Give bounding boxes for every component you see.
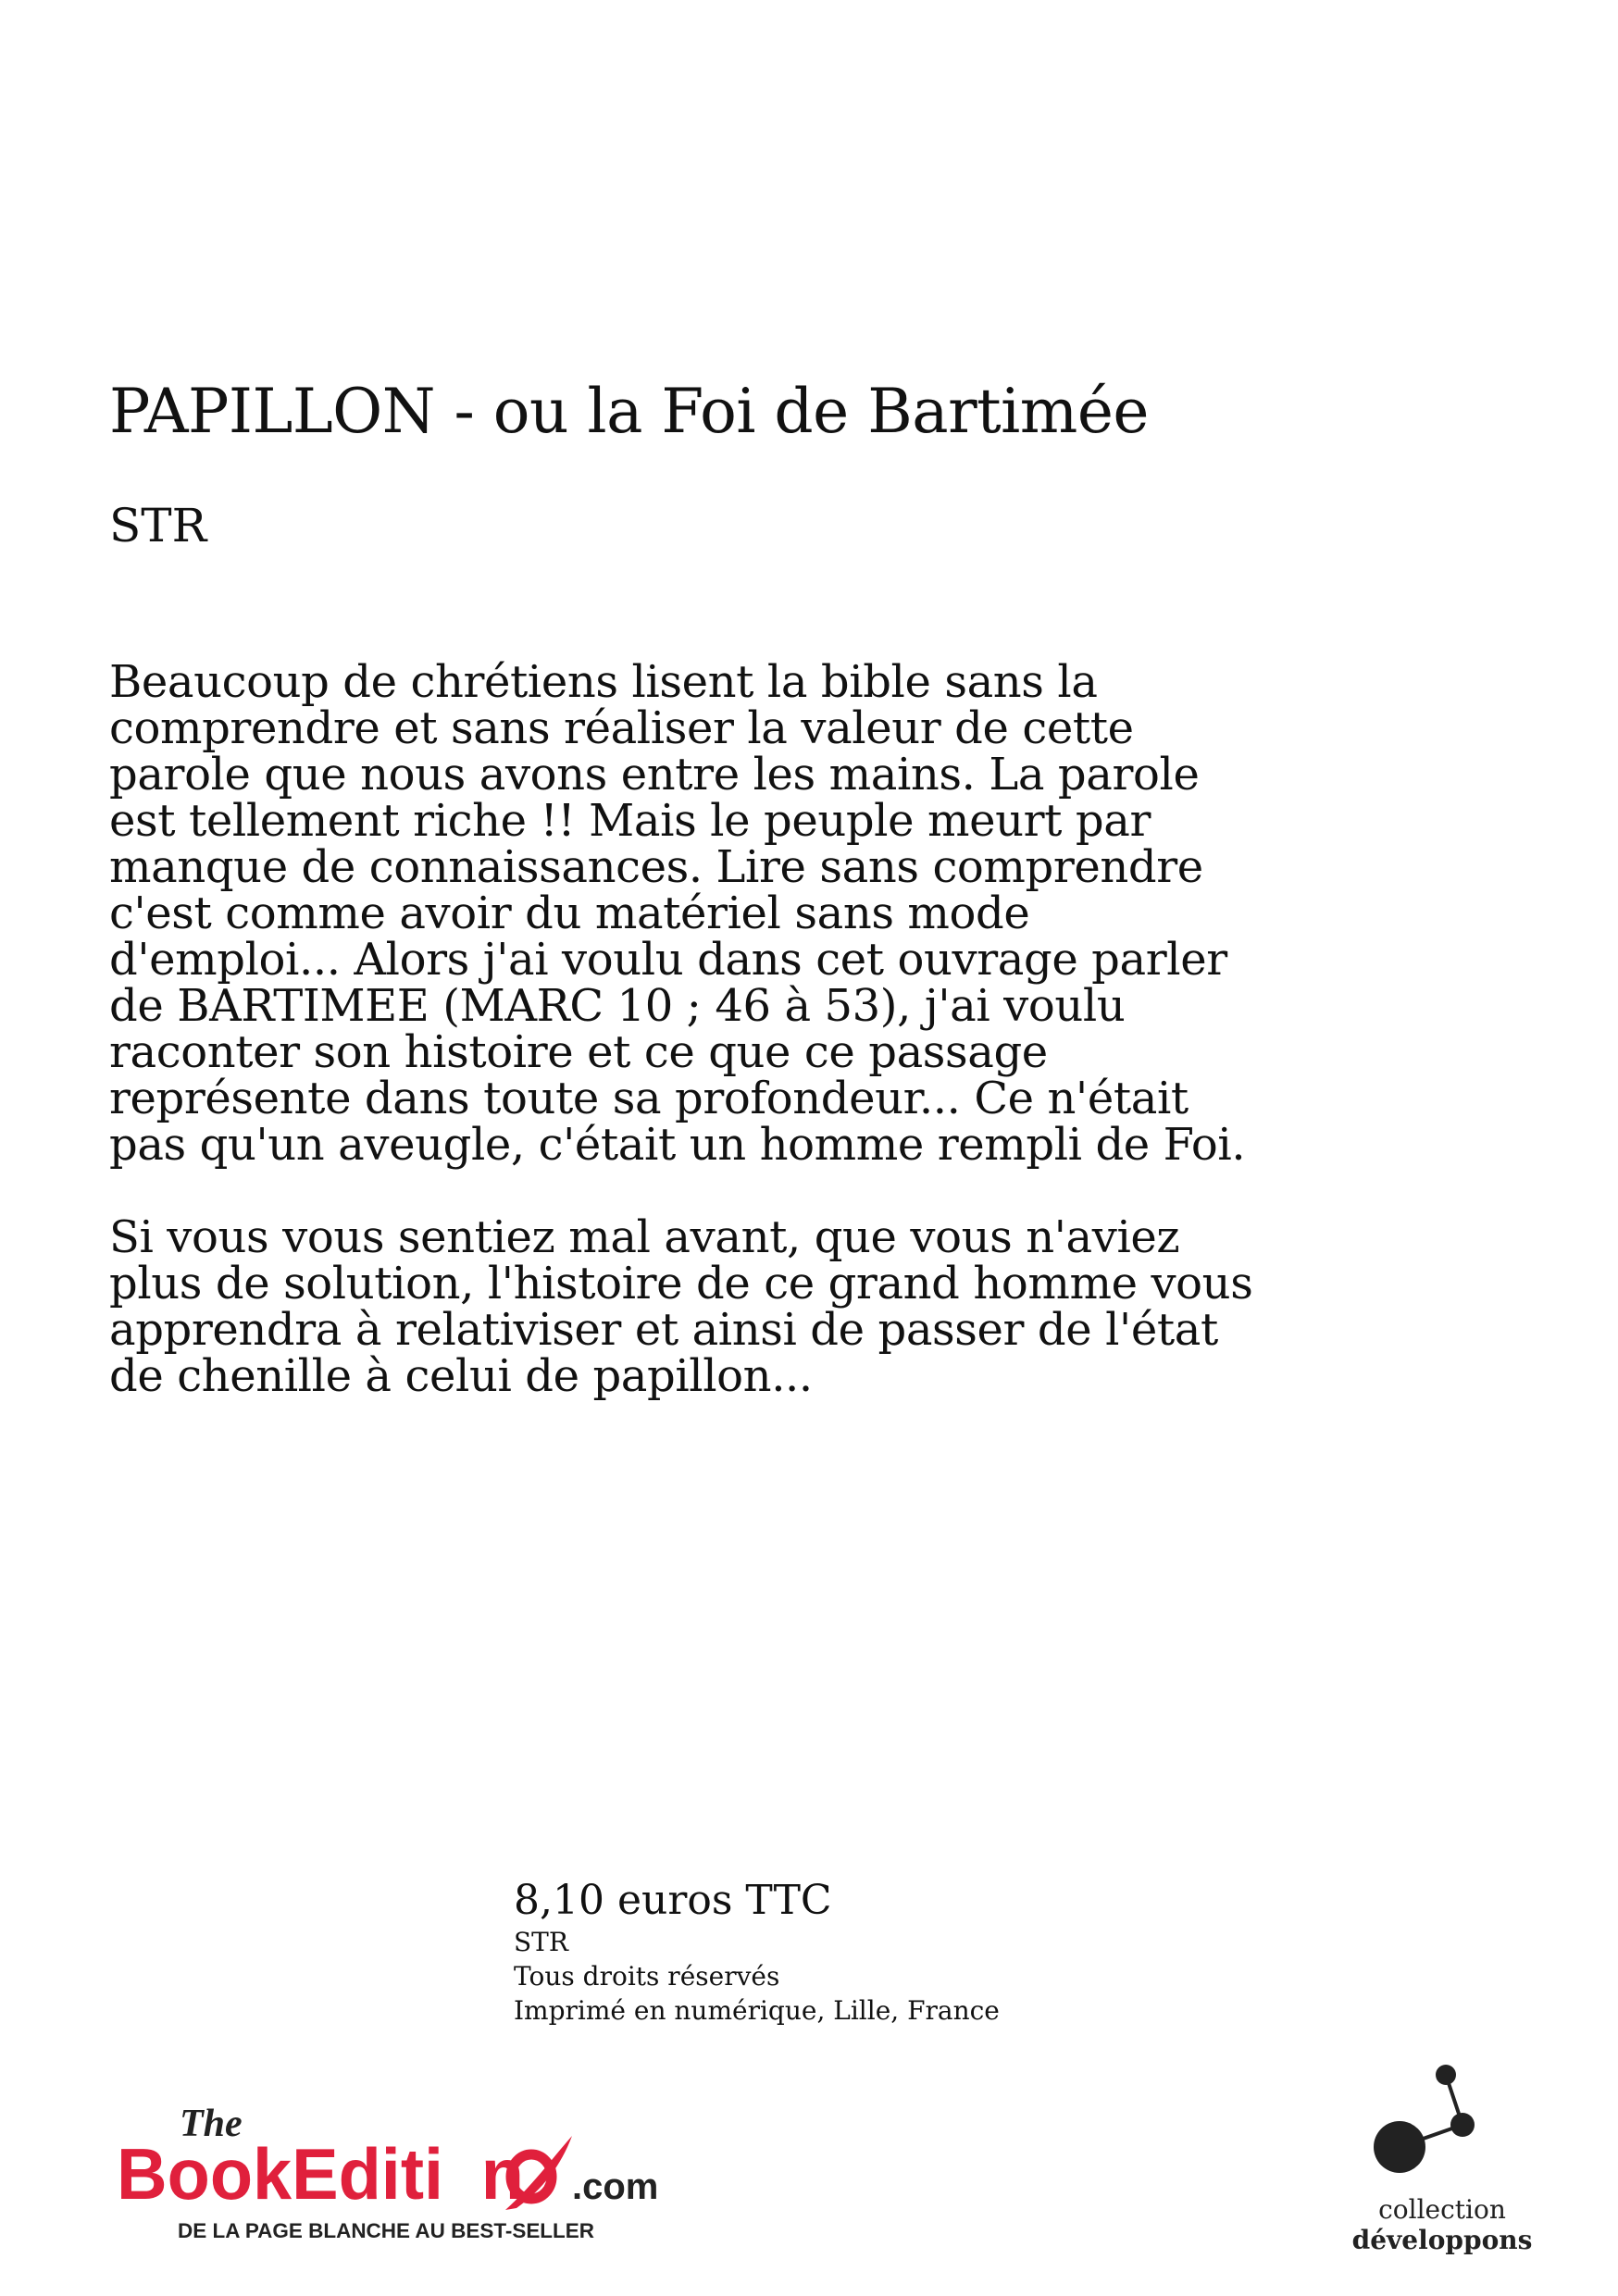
logo-name-part1: BookEditi: [117, 2133, 454, 2215]
price: 8,10 euros TTC: [514, 1877, 832, 1924]
logo-dotcom: .com: [572, 2166, 659, 2207]
book-author: STR: [109, 499, 207, 552]
svg-text:BookEditin: [117, 2133, 524, 2215]
colophon-author: STR: [514, 1927, 568, 1957]
bookedition-logo: [117, 2099, 672, 2247]
collection-name: développons: [1351, 2225, 1533, 2255]
logo-name-part2: n: [480, 2133, 526, 2215]
rights-notice: Tous droits réservés: [514, 1961, 780, 1992]
colophon: [514, 1877, 1000, 2028]
logo-tagline: DE LA PAGE BLANCHE AU BEST-SELLER: [178, 2219, 595, 2242]
collection-logo: [1342, 2045, 1555, 2267]
book-summary: [109, 656, 1257, 1446]
collection-label: collection: [1378, 2194, 1506, 2225]
summary-paragraph-1: Beaucoup de chrétiens lisent la bible sans la comprendre et sans réaliser la valeur de cette parole que nous avons entre les mains. La parole est tellement riche !! Mais le peuple meurt par manque de connaissances. Lire sans comprendre c'est comme avoir du matériel sans mode d'emploi... Alors j'ai voulu dans cet ouvrage parler de BARTIMEE (MARC 10 ; 46 à 53), j'ai voulu raconter son histoire et ce que ce passage représente dans toute sa profondeur... Ce n'était pas qu'un aveugle, c'était un homme rempli de Foi.: [109, 656, 1246, 1171]
molecule-icon: [1374, 2065, 1475, 2173]
logo-the: The: [180, 2103, 243, 2145]
book-title: PAPILLON - ou la Foi de Bartimée: [109, 376, 1149, 447]
summary-paragraph-2: Si vous vous sentiez mal avant, que vous n'aviez plus de solution, l'histoire de ce grand homme vous apprendra à relativiser et ainsi de passer de l'état de chenille à celui de papillon...: [109, 1211, 1253, 1402]
print-notice: Imprimé en numérique, Lille, France: [514, 1995, 1000, 2026]
